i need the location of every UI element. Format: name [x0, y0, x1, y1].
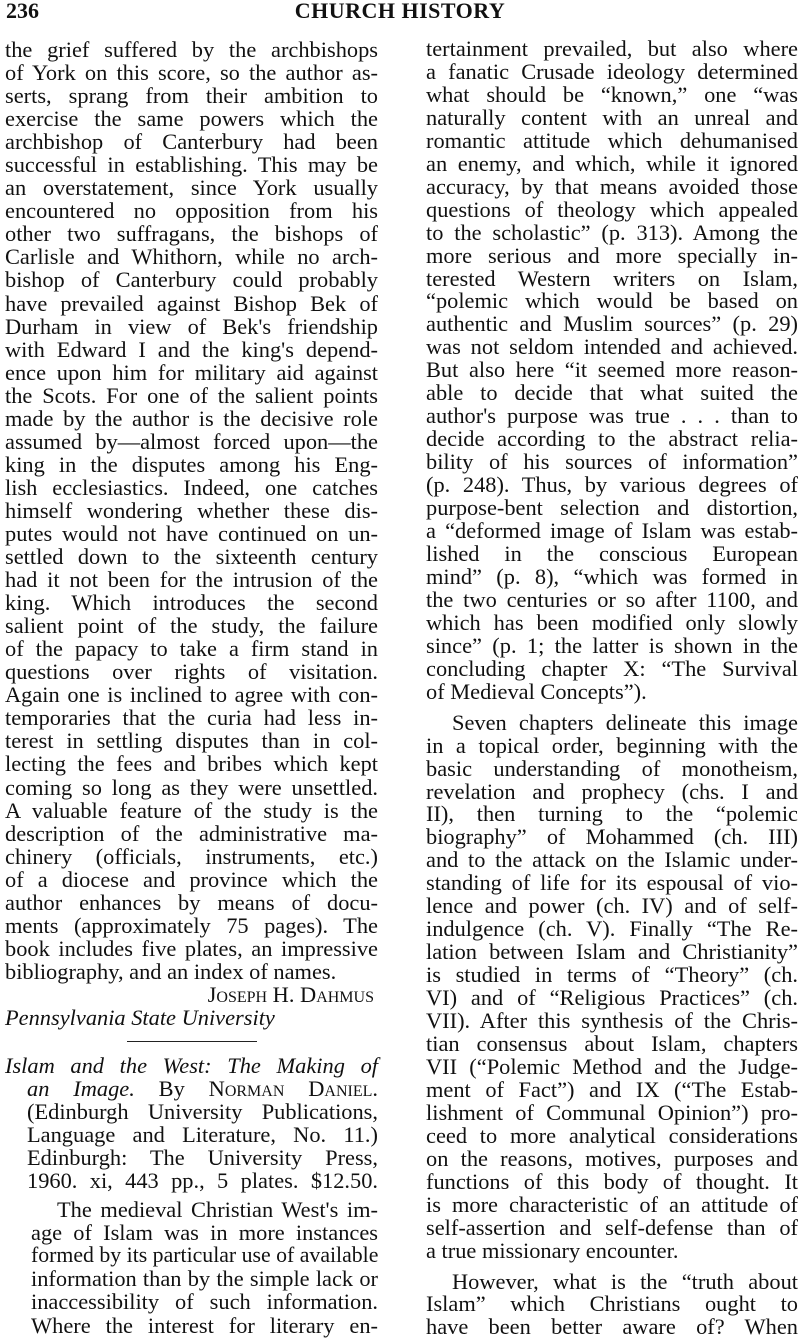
- text-line: description of the administrative ma-: [5, 820, 378, 846]
- page-header: [0, 0, 800, 24]
- text-line: VI) and of “Religious Practices” (ch.: [426, 985, 798, 1011]
- text-line: age of Islam was in more instances: [31, 1220, 378, 1246]
- text-line: ments (approximately 75 pages). The: [5, 912, 378, 938]
- text-line: Durham in view of Bek's friendship: [5, 313, 378, 339]
- text-line: able to decide that what suited the: [426, 380, 798, 406]
- bibliographic-entry: [5, 1054, 378, 1192]
- text-line: (p. 248). Thus, by various degrees of: [426, 472, 798, 498]
- text-line: “polemic which would be based on: [426, 288, 798, 314]
- review-paragraph-2: [426, 709, 798, 1263]
- text-line: author enhances by means of docu-: [5, 889, 378, 915]
- bib-line-2: [27, 1077, 378, 1100]
- text-line: archbishop of Canterbury had been: [5, 129, 378, 155]
- text-line: salient point of the study, the failure: [5, 613, 378, 639]
- text-line: successful in establishing. This may be: [5, 152, 378, 178]
- text-line: a fanatic Crusade ideology determined: [426, 58, 798, 84]
- review-paragraph-islam-intro: [5, 1198, 378, 1336]
- text-line: terested Western writers on Islam,: [426, 265, 798, 291]
- text-line: lish ecclesiastics. Indeed, one catches: [5, 474, 378, 500]
- text-line: of York on this score, so the author as-: [5, 60, 378, 86]
- text-line: lence and power (ch. IV) and of self-: [426, 893, 798, 919]
- text-line: concluding chapter X: “The Survival: [426, 655, 798, 681]
- text-line: However, what is the “truth about: [452, 1268, 798, 1294]
- text-line: questions of theology which appealed: [426, 196, 798, 222]
- book-author: Norman Daniel.: [208, 1076, 378, 1102]
- text-line: romantic attitude which dehumanised: [426, 127, 798, 153]
- text-line: of the papacy to take a firm stand in: [5, 636, 378, 662]
- text-line: VII). After this synthesis of the Chris-: [426, 1008, 798, 1034]
- text-line: a “deformed image of Islam was estab-: [426, 518, 798, 544]
- text-line: exercise the same powers which the: [5, 106, 378, 132]
- text-line: mind” (p. 8), “which was formed in: [426, 563, 798, 589]
- text-line: chinery (officials, instruments, etc.): [5, 843, 378, 869]
- text-line: self-assertion and self-defense than of: [426, 1214, 798, 1240]
- text-line: an enemy, and which, while it ignored: [426, 150, 798, 176]
- text-line: The medieval Christian West's im-: [57, 1197, 378, 1223]
- text-line: other two suffragans, the bishops of: [5, 221, 378, 247]
- text-line: basic understanding of monotheism,: [426, 755, 798, 781]
- text-line: inaccessibility of such information.: [31, 1289, 378, 1315]
- text-line: temporaries that the curia had less in-: [5, 705, 378, 731]
- text-line: A valuable feature of the study is the: [5, 797, 378, 823]
- text-line: king. Which introduces the second: [5, 590, 378, 616]
- text-line: lation between Islam and Christianity”: [426, 939, 798, 965]
- text-line: bility of his sources of information”: [426, 449, 798, 475]
- text-line: Language and Literature, No. 11.): [27, 1122, 378, 1148]
- text-line: bishop of Canterbury could probably: [5, 267, 378, 293]
- text-line: Again one is inclined to agree with con-: [5, 682, 378, 708]
- text-line: ceed to more analytical considerations: [426, 1122, 798, 1148]
- text-line: terest in settling disputes than in col-: [5, 728, 378, 754]
- text-line: coming so long as they were unsettled.: [5, 774, 378, 800]
- text-line: to the scholastic” (p. 313). Among the: [426, 219, 798, 245]
- text-line: lished in the conscious European: [426, 540, 798, 566]
- text-line: (Edinburgh University Publications,: [27, 1099, 378, 1125]
- text-line: have prevailed against Bishop Bek of: [5, 290, 378, 316]
- text-line: Edinburgh: The University Press,: [27, 1145, 378, 1171]
- text-line: bibliography, and an index of names.: [5, 958, 337, 984]
- text-line: formed by its particular use of available: [31, 1243, 379, 1268]
- review-paragraph-dahmus: [5, 38, 378, 983]
- text-line: But also here “it seemed more reason-: [426, 357, 798, 383]
- text-line: since” (p. 1; the latter is shown in the: [426, 632, 798, 658]
- text-line: authentic and Muslim sources” (p. 29): [426, 311, 798, 337]
- text-line: what should be “known,” one “was: [426, 81, 798, 107]
- text-line: which has been modified only slowly: [426, 609, 798, 635]
- text-line: indulgence (ch. V). Finally “The Re-: [426, 916, 798, 942]
- review-paragraph-1: [426, 38, 798, 704]
- text-line: was not seldom intended and achieved.: [426, 334, 798, 360]
- text-line: accuracy, by that means avoided those: [426, 173, 798, 199]
- book-title-part-1: Islam and the West: The Making of: [5, 1053, 378, 1079]
- text-line: revelation and prophecy (chs. I and: [426, 778, 798, 804]
- text-line: author's purpose was true . . . than to: [426, 403, 798, 429]
- text-line: in a topical order, beginning with the: [426, 732, 798, 758]
- text-line: Where the interest for literary en-: [31, 1312, 378, 1338]
- text-line: himself wondering whether these dis-: [5, 497, 378, 523]
- text-line: have been better aware of? When: [426, 1314, 798, 1340]
- text-line: of a diocese and province which the: [5, 866, 378, 892]
- text-line: naturally content with an unreal and: [426, 104, 798, 130]
- text-line: had it not been for the intrusion of the: [5, 567, 378, 593]
- text-line: the grief suffered by the archbishops: [5, 37, 378, 62]
- text-line: the two centuries or so after 1100, and: [426, 586, 798, 612]
- text-line: the Scots. For one of the salient points: [5, 382, 378, 408]
- text-line: with Edward I and the king's depend-: [5, 336, 378, 362]
- text-line: questions over rights of visitation.: [5, 659, 378, 685]
- text-line: is studied in terms of “Theory” (ch.: [426, 962, 798, 988]
- text-line: information than by the simple lack or: [31, 1266, 378, 1292]
- text-line: Carlisle and Whithorn, while no arch-: [5, 244, 378, 270]
- text-line: biography” of Mohammed (ch. III): [426, 824, 798, 850]
- text-line: ence upon him for military aid against: [5, 359, 378, 385]
- reviewer-institution: Pennsylvania State University: [5, 1004, 275, 1030]
- page-number: 236: [6, 0, 39, 23]
- section-divider: [127, 1041, 257, 1042]
- text-line: tian consensus about Islam, chapters: [426, 1030, 798, 1056]
- text-line: of Medieval Concepts”).: [426, 678, 647, 704]
- text-line: settled down to the sixteenth century: [5, 544, 378, 570]
- text-line: and to the attack on the Islamic under-: [426, 847, 798, 873]
- text-line: functions of this body of thought. It: [426, 1168, 798, 1194]
- reviewer-name: Joseph H. Dahmus: [207, 981, 374, 1007]
- text-line: an overstatement, since York usually: [5, 175, 378, 201]
- text-line: ment of Fact”) and IX (“The Estab-: [426, 1076, 798, 1102]
- text-line: made by the author is the decisive role: [5, 405, 378, 431]
- text-line: Seven chapters delineate this image: [452, 709, 798, 735]
- text-line: tertainment prevailed, but also where: [426, 36, 798, 61]
- right-column: [426, 38, 798, 1339]
- running-title: CHURCH HISTORY: [294, 0, 506, 23]
- left-column: [5, 38, 378, 1337]
- text-line: putes would not have continued on un-: [5, 520, 378, 546]
- review-paragraph-3: [426, 1268, 798, 1340]
- bib-line-1: [5, 1054, 378, 1077]
- text-line: on the reasons, motives, purposes and: [426, 1145, 798, 1171]
- text-line: is more characteristic of an attitude of: [426, 1191, 798, 1217]
- text-line: II), then turning to the “polemic: [426, 801, 798, 827]
- text-line: king in the disputes among his Eng-: [5, 451, 378, 477]
- text-line: 1960. xi, 443 pp., 5 plates. $12.50.: [27, 1168, 378, 1194]
- text-line: Islam” which Christians ought to: [426, 1291, 798, 1317]
- bib-by: By: [158, 1076, 185, 1102]
- text-line: a true missionary encounter.: [426, 1237, 679, 1263]
- text-line: decide according to the abstract relia-: [426, 426, 798, 452]
- text-line: book includes five plates, an impressive: [5, 935, 378, 961]
- text-line: serts, sprang from their ambition to: [5, 83, 378, 109]
- text-line: VII (“Polemic Method and the Judge-: [426, 1053, 798, 1079]
- text-line: purpose-bent selection and distortion,: [426, 495, 798, 521]
- text-line: standing of life for its espousal of vio-: [426, 870, 798, 896]
- text-line: lishment of Communal Opinion”) pro-: [426, 1099, 798, 1125]
- text-line: more serious and more specially in-: [426, 242, 798, 268]
- book-title-part-2: an Image.: [27, 1076, 159, 1102]
- text-line: assumed by—almost forced upon—the: [5, 428, 378, 454]
- text-line: lecting the fees and bribes which kept: [5, 751, 378, 777]
- text-line: encountered no opposition from his: [5, 198, 378, 224]
